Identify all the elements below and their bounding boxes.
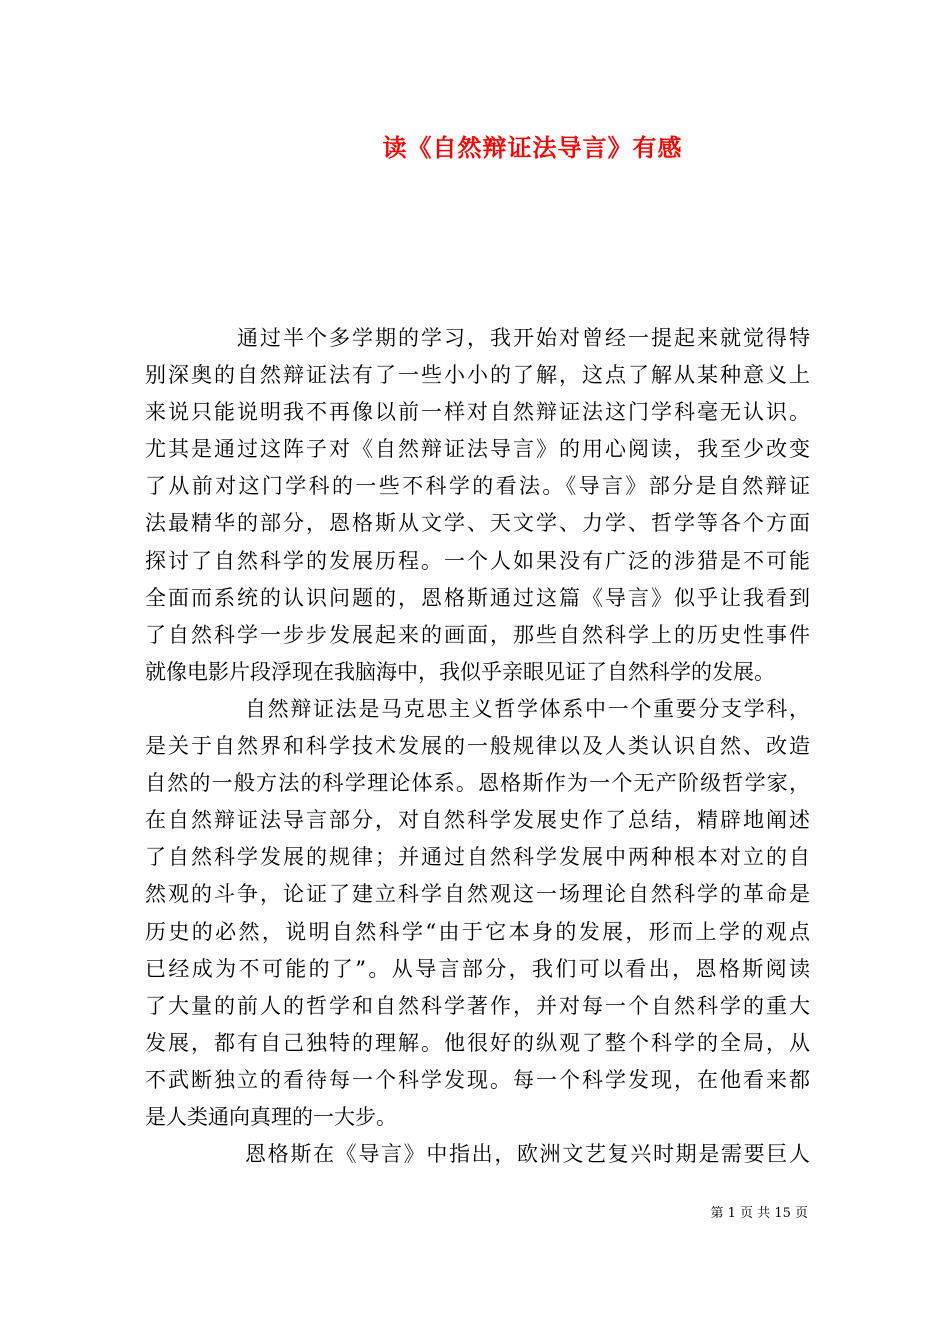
paragraph-2-line-1: 自然辩证法是马克思主义哲学体系中一个重要分支学科， [245,696,810,721]
document-title: 读《自然辩证法导言》有感 [382,133,683,162]
paragraph-1-line-8: 全面而系统的认识问题的，恩格斯通过这篇《导言》似乎让我看到 [145,585,810,610]
paragraph-1-line-2: 别深奥的自然辩证法有了一些小小的了解，这点了解从某种意义上 [145,363,810,388]
paragraph-1-line-10: 就像电影片段浮现在我脑海中，我似乎亲眼见证了自然科学的发展。 [145,659,775,684]
paragraph-2-line-9: 了大量的前人的哲学和自然科学著作，并对每一个自然科学的重大 [145,993,810,1018]
paragraph-2-line-7: 历史的必然，说明自然科学“由于它本身的发展，形而上学的观点 [145,919,810,944]
paragraph-2-line-2: 是关于自然界和科学技术发展的一般规律以及人类认识自然、改造 [145,734,810,759]
paragraph-2-line-6: 然观的斗争，论证了建立科学自然观这一场理论自然科学的革命是 [145,882,810,907]
document-body [145,320,810,1173]
paragraph-2-line-3: 自然的一般方法的科学理论体系。恩格斯作为一个无产阶级哲学家， [145,771,810,796]
paragraph-2-line-12: 是人类通向真理的一大步。 [145,1104,397,1129]
paragraph-2-line-5: 了自然科学发展的规律；并通过自然科学发展中两种根本对立的自 [145,845,810,870]
paragraph-2-line-8: 已经成为不可能的了”。从导言部分，我们可以看出，恩格斯阅读 [145,956,810,981]
paragraph-1-line-3: 来说只能说明我不再像以前一样对自然辩证法这门学科毫无认识。 [145,400,810,425]
paragraph-1-line-4: 尤其是通过这阵子对《自然辩证法导言》的用心阅读，我至少改变 [145,437,810,462]
paragraph-1-line-7: 探讨了自然科学的发展历程。一个人如果没有广泛的涉猎是不可能 [145,548,810,573]
paragraph-1-line-5: 了从前对这门学科的一些不科学的看法。《导言》部分是自然辩证 [145,474,810,499]
page-number-footer: 第 1 页 共 15 页 [710,1206,808,1221]
paragraph-1-line-6: 法最精华的部分，恩格斯从文学、天文学、力学、哲学等各个方面 [145,511,810,536]
paragraph-3-line-1: 恩格斯在《导言》中指出，欧洲文艺复兴时期是需要巨人 [245,1142,810,1167]
paragraph-2-line-4: 在自然辩证法导言部分，对自然科学发展史作了总结，精辟地阐述 [145,808,810,833]
paragraph-1-line-1: 通过半个多学期的学习，我开始对曾经一提起来就觉得特 [237,326,810,350]
paragraph-2-line-10: 发展，都有自己独特的理解。他很好的纵观了整个科学的全局，从 [145,1030,810,1055]
paragraph-1-line-9: 了自然科学一步步发展起来的画面，那些自然科学上的历史性事件 [145,622,810,647]
paragraph-2-line-11: 不武断独立的看待每一个科学发现。每一个科学发现，在他看来都 [145,1067,810,1092]
